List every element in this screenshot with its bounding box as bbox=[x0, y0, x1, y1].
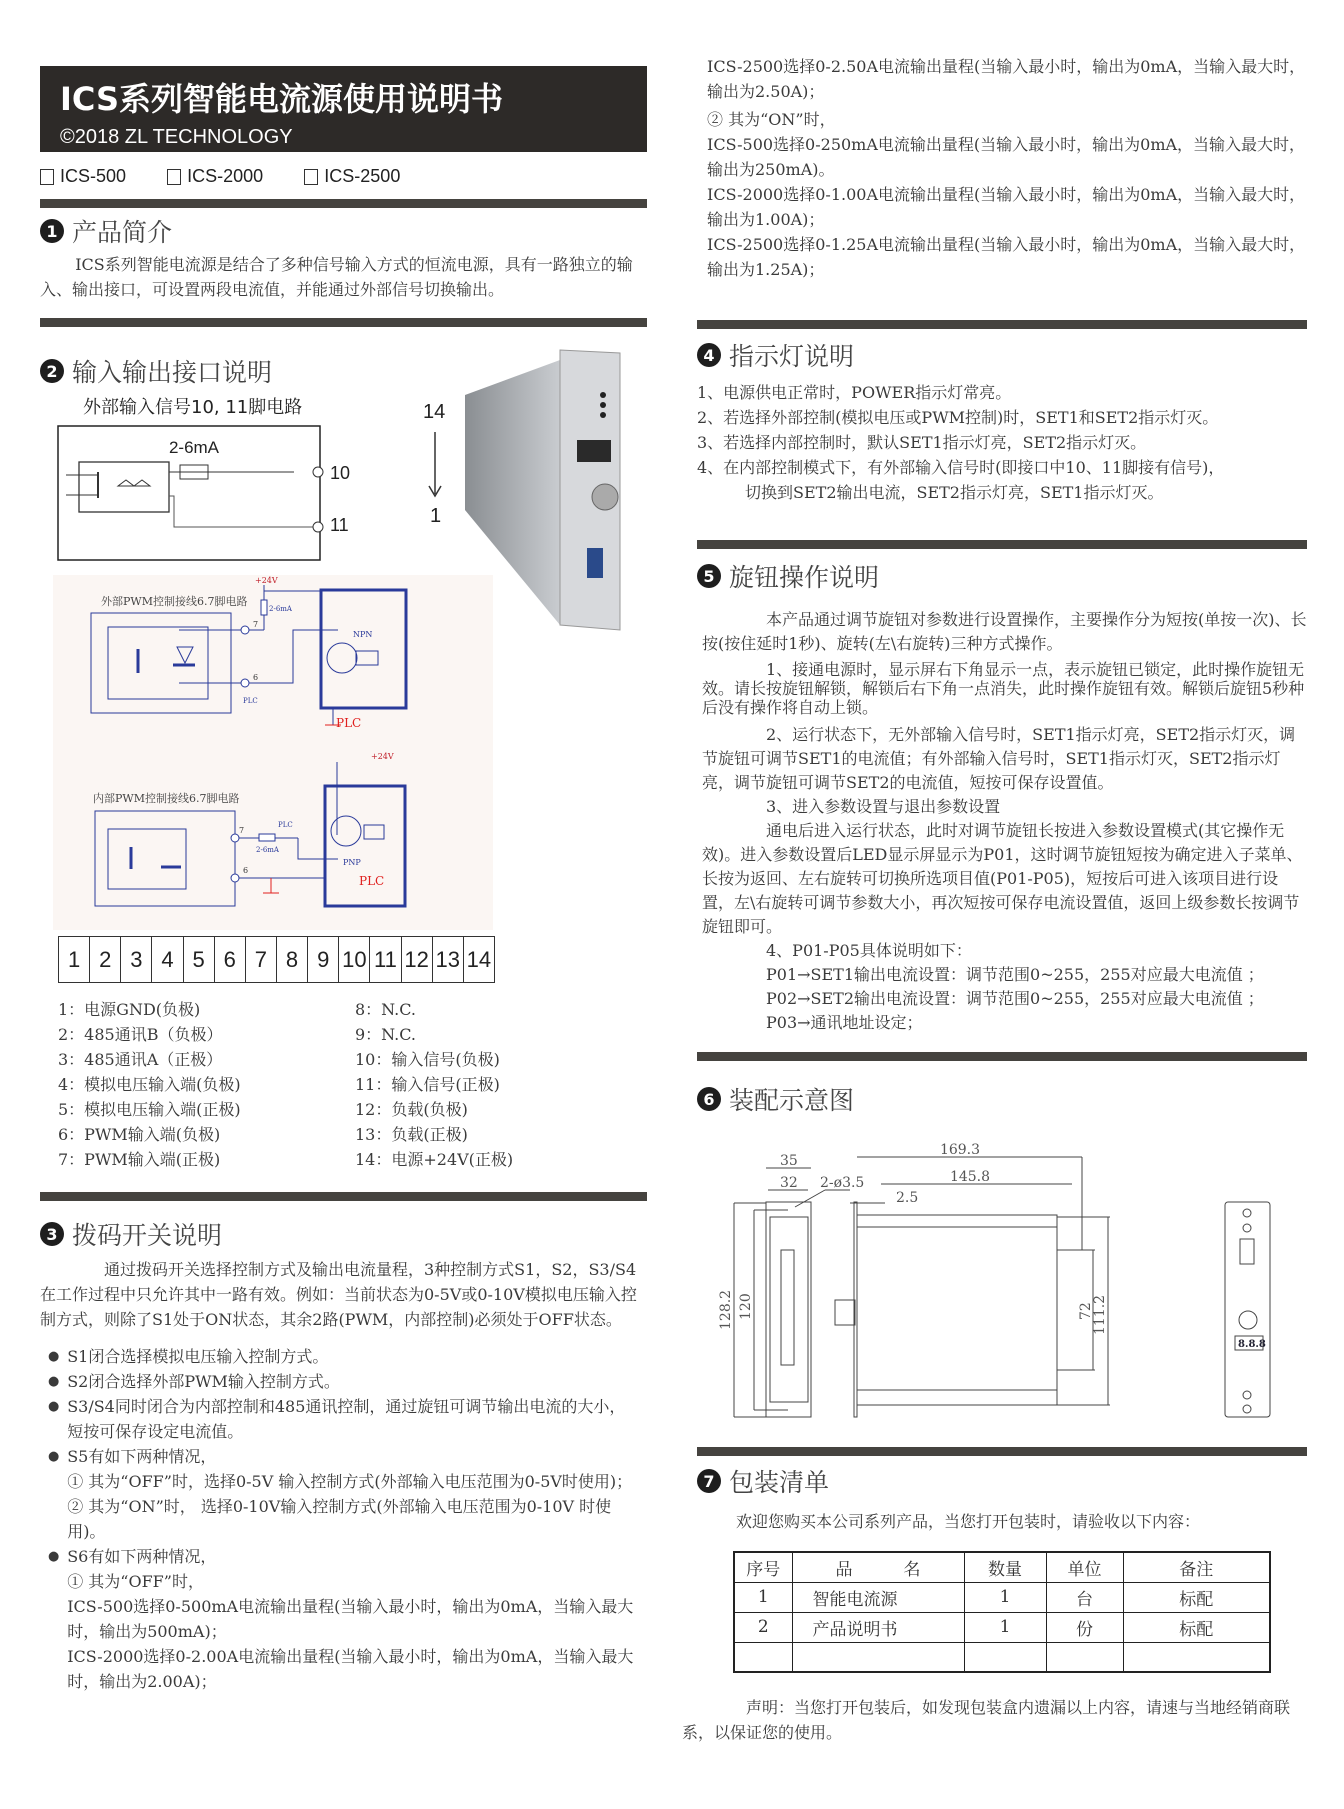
indicator-list bbox=[697, 380, 1317, 505]
terminal: 3 bbox=[121, 937, 152, 982]
pin-item: 13：负载(正极) bbox=[355, 1125, 468, 1144]
current-label: 2-6mA bbox=[256, 846, 279, 854]
bullet-sub-item: ICS-500选择0-250mA电流输出量程(当输入最小时，输出为0mA，当输入最大时，输出为250mA)。 bbox=[707, 135, 1306, 179]
table-cell: 产品说明书 bbox=[792, 1612, 964, 1642]
pin-item: 5：模拟电压输入端(正极) bbox=[58, 1100, 241, 1119]
bullet-sub-item: ① 其为“OFF”时，选择0-5V 输入控制方式(外部输入电压范围为0-5V时使用)； bbox=[67, 1472, 633, 1491]
checkbox-ics-500[interactable] bbox=[40, 166, 126, 187]
section-title: 拨码开关说明 bbox=[72, 1221, 223, 1250]
table-cell: 1 bbox=[964, 1612, 1046, 1642]
dim-111-2: 111.2 bbox=[1092, 1294, 1108, 1335]
pin-list-right bbox=[355, 997, 513, 1172]
table-row-empty bbox=[734, 1642, 1270, 1672]
terminal: 12 bbox=[402, 937, 433, 982]
section-heading-3 bbox=[40, 1216, 222, 1252]
model-checkboxes bbox=[40, 166, 436, 189]
terminal: 2 bbox=[90, 937, 121, 982]
section-title: 装配示意图 bbox=[729, 1086, 855, 1115]
dim-2-5: 2.5 bbox=[896, 1190, 919, 1206]
display-readout: 8.8.8 bbox=[1238, 1339, 1266, 1350]
terminal: 8 bbox=[277, 937, 308, 982]
knob-step-3-detail: 通电后进入运行状态，此时对调节旋钮长按进入参数设置模式(其它操作无效)。进入参数设置后LED显示屏显示为P01，这时调节旋钮短按为确定进入子菜单、长按为返回、左右旋转可切换所选项目值(P01-P05)，短按后可进入该项目进行设置，左\右旋转可调节参数大小，再次短按可保存电流设置值，返回上级参数长按调节旋钮即可。 bbox=[702, 821, 1303, 936]
pin-6-label: 6 bbox=[243, 866, 249, 875]
table-header-row bbox=[734, 1552, 1270, 1582]
section-title: 产品简介 bbox=[72, 218, 173, 247]
bullet-sub-item: ① 其为“OFF”时， bbox=[67, 1572, 204, 1591]
table-header: 备注 bbox=[1123, 1552, 1270, 1582]
terminal-strip bbox=[58, 936, 495, 983]
divider bbox=[40, 199, 647, 208]
table-cell: 智能电流源 bbox=[792, 1582, 964, 1612]
pin-item: 8：N.C. bbox=[355, 1000, 417, 1019]
current-label: 2-6mA bbox=[269, 605, 292, 613]
bullet-sub-item: ② 其为“ON”时， 选择0-10V输入控制方式(外部输入电压范围为0-10V 时使用)。 bbox=[67, 1497, 612, 1541]
param-item: P01→SET1输出电流设置：调节范围0~255，255对应最大电流值 ； bbox=[766, 965, 1264, 984]
pin-item: 10：输入信号(负极) bbox=[355, 1050, 500, 1069]
section-title: 旋钮操作说明 bbox=[729, 563, 880, 592]
dim-32: 32 bbox=[780, 1175, 798, 1191]
pin-7-label: 7 bbox=[239, 826, 245, 835]
section-number-icon: 2 bbox=[40, 359, 64, 383]
dim-35: 35 bbox=[780, 1153, 798, 1169]
voltage-label: +24V bbox=[255, 576, 278, 585]
packing-table bbox=[733, 1551, 1271, 1673]
dip-intro: 通过拨码开关选择控制方式及输出电流量程，3种控制方式S1，S2，S3/S4在工作过程中只允许其中一路有效。例如：当前状态为0-5V或0-10V模拟电压输入控制方式，则除了S1处于ON状态，其余2路(PWM，内部控制)必须处于OFF状态。 bbox=[40, 1260, 637, 1329]
voltage-label: +24V bbox=[371, 752, 394, 761]
table-header: 品 名 bbox=[792, 1552, 964, 1582]
table-cell: 1 bbox=[964, 1582, 1046, 1612]
bullet-sub-item: ② 其为“ON”时， bbox=[707, 110, 836, 129]
plc-small-label: PLC bbox=[243, 697, 258, 705]
transistor-type: PNP bbox=[343, 858, 361, 867]
pin-order-top: 14 bbox=[423, 401, 446, 423]
arrow-down-icon bbox=[425, 430, 445, 500]
pwm-circuit-panel bbox=[53, 575, 493, 930]
table-cell: 台 bbox=[1046, 1582, 1123, 1612]
checkbox-icon[interactable] bbox=[167, 169, 181, 185]
pin-item: 6：PWM输入端(负极) bbox=[58, 1125, 221, 1144]
terminal: 13 bbox=[433, 937, 464, 982]
divider bbox=[697, 320, 1307, 329]
section-title: 包装清单 bbox=[729, 1468, 830, 1497]
section-title: 指示灯说明 bbox=[729, 342, 855, 371]
table-header: 序号 bbox=[734, 1552, 792, 1582]
bullet-sub-item: ICS-2500选择0-2.50A电流输出量程(当输入最小时，输出为0mA，当输入最大时，输出为2.50A)； bbox=[707, 57, 1306, 101]
knob-step-4: 4、P01-P05具体说明如下： bbox=[766, 941, 972, 960]
pin-7-label: 7 bbox=[253, 620, 259, 629]
section-heading-5 bbox=[697, 558, 879, 594]
table-header: 单位 bbox=[1046, 1552, 1123, 1582]
pin-item: 14：电源+24V(正极) bbox=[355, 1150, 514, 1169]
divider bbox=[697, 1447, 1307, 1456]
pin-label-10: 10 bbox=[330, 463, 351, 483]
table-row bbox=[734, 1582, 1270, 1612]
indicator-item: 1、电源供电正常时，POWER指示灯常亮。 bbox=[697, 383, 1012, 402]
section-heading-1 bbox=[40, 213, 172, 249]
table-row bbox=[734, 1612, 1270, 1642]
checkbox-label: ICS-2000 bbox=[187, 166, 264, 186]
section-number-icon: 5 bbox=[697, 564, 721, 588]
section-number-icon: 3 bbox=[40, 1222, 64, 1246]
checkbox-label: ICS-500 bbox=[60, 166, 127, 186]
plc-label: PLC bbox=[359, 874, 385, 888]
bullet-item: ● S3/S4同时闭合为内部控制和485通讯控制，通过旋钮可调节输出电流的大小，短按可保存设定电流值。 bbox=[48, 1394, 640, 1444]
bullet-item: ● S1闭合选择模拟电压输入控制方式。 bbox=[48, 1344, 640, 1369]
pin-list-left bbox=[58, 997, 241, 1172]
document-title: ICS系列智能电流源使用说明书 bbox=[60, 80, 504, 118]
indicator-item: 3、若选择内部控制时，默认SET1指示灯亮，SET2指示灯灭。 bbox=[697, 433, 1147, 452]
pin-item: 4：模拟电压输入端(负极) bbox=[58, 1075, 241, 1094]
dim-120: 120 bbox=[738, 1293, 754, 1320]
param-item: P03→通讯地址设定； bbox=[766, 1013, 923, 1032]
terminal: 5 bbox=[184, 937, 215, 982]
section-title: 输入输出接口说明 bbox=[72, 358, 273, 387]
indicator-item: 切换到SET2输出电流，SET2指示灯亮，SET1指示灯灭。 bbox=[745, 483, 1164, 502]
checkbox-ics-2500[interactable] bbox=[304, 166, 400, 187]
intro-paragraph: ICS系列智能电流源是结合了多种信号输入方式的恒流电源，具有一路独立的输入、输出接口，可设置两段电流值，并能通过外部信号切换输出。 bbox=[40, 255, 633, 299]
packing-note: 声明：当您打开包装后，如发现包装盒内遗漏以上内容，请速与当地经销商联系，以保证您的使用。 bbox=[682, 1698, 1291, 1742]
circuit-subtitle: 外部输入信号10, 11脚电路 bbox=[83, 397, 303, 418]
dim-128-2: 128.2 bbox=[718, 1289, 734, 1330]
bullet-sub-item: ICS-500选择0-500mA电流输出量程(当输入最小时，输出为0mA，当输入最大时，输出为500mA)； bbox=[67, 1597, 634, 1641]
pin-item: 11：输入信号(正极) bbox=[355, 1075, 500, 1094]
terminal: 14 bbox=[466, 946, 492, 972]
pin-order-bottom: 1 bbox=[430, 505, 442, 527]
section-heading-2 bbox=[40, 353, 272, 389]
terminal: 10 bbox=[339, 937, 370, 982]
bullet-item: ● S5有如下两种情况， bbox=[48, 1444, 640, 1469]
pin-item: 1：电源GND(负极) bbox=[58, 1000, 201, 1019]
title-banner bbox=[40, 66, 647, 152]
table-cell: 标配 bbox=[1123, 1612, 1270, 1642]
checkbox-icon[interactable] bbox=[40, 169, 54, 185]
section-heading-7 bbox=[697, 1463, 829, 1499]
terminal: 6 bbox=[215, 937, 246, 982]
section-number-icon: 4 bbox=[697, 343, 721, 367]
terminal: 4 bbox=[152, 937, 183, 982]
dip-switch-text-continued bbox=[707, 54, 1307, 282]
section-heading-4 bbox=[697, 337, 854, 373]
pin-item: 2：485通讯B（负极） bbox=[58, 1025, 223, 1044]
table-header: 数量 bbox=[964, 1552, 1046, 1582]
checkbox-icon[interactable] bbox=[304, 169, 318, 185]
terminal: 11 bbox=[370, 937, 401, 982]
terminal: 7 bbox=[246, 937, 277, 982]
section-number-icon: 6 bbox=[697, 1087, 721, 1111]
dim-hole: 2-ø3.5 bbox=[820, 1175, 865, 1191]
assembly-drawing bbox=[700, 1135, 1300, 1435]
copyright: ©2018 ZL TECHNOLOGY bbox=[60, 126, 293, 148]
pin-label-11: 11 bbox=[330, 515, 349, 535]
knob-step-1: 1、接通电源时，显示屏右下角显示一点，表示旋钮已锁定，此时操作旋钮无效。请长按旋钮解锁，解锁后右下角一点消失，此时操作旋钮有效。解锁后旋钮5秒种后没有操作将自动上锁。 bbox=[702, 660, 1305, 717]
internal-pwm-title: 内部PWM控制接线6.7脚电路 bbox=[93, 792, 240, 805]
table-cell: 1 bbox=[734, 1582, 792, 1612]
plc-small-label: PLC bbox=[278, 821, 293, 829]
knob-step-2: 2、运行状态下，无外部输入信号时，SET1指示灯亮，SET2指示灯灭，调节旋钮可调节SET1的电流值；有外部输入信号时，SET1指示灯灭，SET2指示灯亮，调节旋钮可调节SET2的电流值，短按可保存设置值。 bbox=[702, 725, 1296, 792]
pin-item: 3：485通讯A（正极） bbox=[58, 1050, 223, 1069]
bullet-sub-item: ICS-2000选择0-2.00A电流输出量程(当输入最小时，输出为0mA，当输入最大时，输出为2.00A)； bbox=[67, 1647, 634, 1691]
terminal: 1 bbox=[59, 937, 90, 982]
divider bbox=[697, 540, 1307, 549]
dim-72: 72 bbox=[1078, 1302, 1094, 1320]
table-cell: 2 bbox=[734, 1612, 792, 1642]
current-label: 2-6mA bbox=[168, 438, 220, 457]
terminal: 9 bbox=[308, 937, 339, 982]
bullet-sub-item: ICS-2000选择0-1.00A电流输出量程(当输入最小时，输出为0mA，当输入最大时，输出为1.00A)； bbox=[707, 185, 1306, 229]
pin-item: 12：负载(负极) bbox=[355, 1100, 468, 1119]
divider bbox=[697, 1052, 1307, 1061]
dim-145-8: 145.8 bbox=[949, 1169, 991, 1185]
bullet-item: ● S6有如下两种情况， bbox=[48, 1544, 640, 1569]
param-item: P02→SET2输出电流设置：调节范围0~255，255对应最大电流值 ； bbox=[766, 989, 1264, 1008]
plc-label: PLC bbox=[336, 716, 362, 730]
checkbox-ics-2000[interactable] bbox=[167, 166, 263, 187]
pin-6-label: 6 bbox=[253, 673, 259, 682]
dim-169-3: 169.3 bbox=[939, 1142, 981, 1158]
bullet-item: ● S2闭合选择外部PWM输入控制方式。 bbox=[48, 1369, 640, 1394]
table-cell: 标配 bbox=[1123, 1582, 1270, 1612]
knob-text bbox=[702, 608, 1310, 1035]
section-number-icon: 1 bbox=[40, 219, 64, 243]
dip-switch-text bbox=[40, 1257, 640, 1694]
table-cell: 份 bbox=[1046, 1612, 1123, 1642]
bullet-sub-item: ICS-2500选择0-1.25A电流输出量程(当输入最小时，输出为0mA，当输入最大时，输出为1.25A)； bbox=[707, 235, 1306, 279]
knob-step-3: 3、进入参数设置与退出参数设置 bbox=[766, 797, 1001, 816]
pin-item: 7：PWM输入端(正极) bbox=[58, 1150, 221, 1169]
section-number-icon: 7 bbox=[697, 1469, 721, 1493]
indicator-item: 4、在内部控制模式下，有外部输入信号时(即接口中10、11脚接有信号)， bbox=[697, 458, 1225, 477]
divider bbox=[40, 318, 647, 327]
divider bbox=[40, 1192, 647, 1201]
external-pwm-title: 外部PWM控制接线6.7脚电路 bbox=[101, 595, 248, 608]
section-heading-6 bbox=[697, 1081, 854, 1117]
packing-intro: 欢迎您购买本公司系列产品，当您打开包装时，请验收以下内容： bbox=[736, 1512, 1201, 1531]
transistor-type: NPN bbox=[353, 630, 373, 639]
checkbox-label: ICS-2500 bbox=[324, 166, 401, 186]
indicator-item: 2、若选择外部控制(模拟电压或PWM控制)时，SET1和SET2指示灯灭。 bbox=[697, 408, 1219, 427]
pin-item: 9：N.C. bbox=[355, 1025, 417, 1044]
knob-intro: 本产品通过调节旋钮对参数进行设置操作，主要操作分为短按(单按一次)、长按(按住延时1秒)、旋转(左\右旋转)三种方式操作。 bbox=[702, 610, 1307, 653]
